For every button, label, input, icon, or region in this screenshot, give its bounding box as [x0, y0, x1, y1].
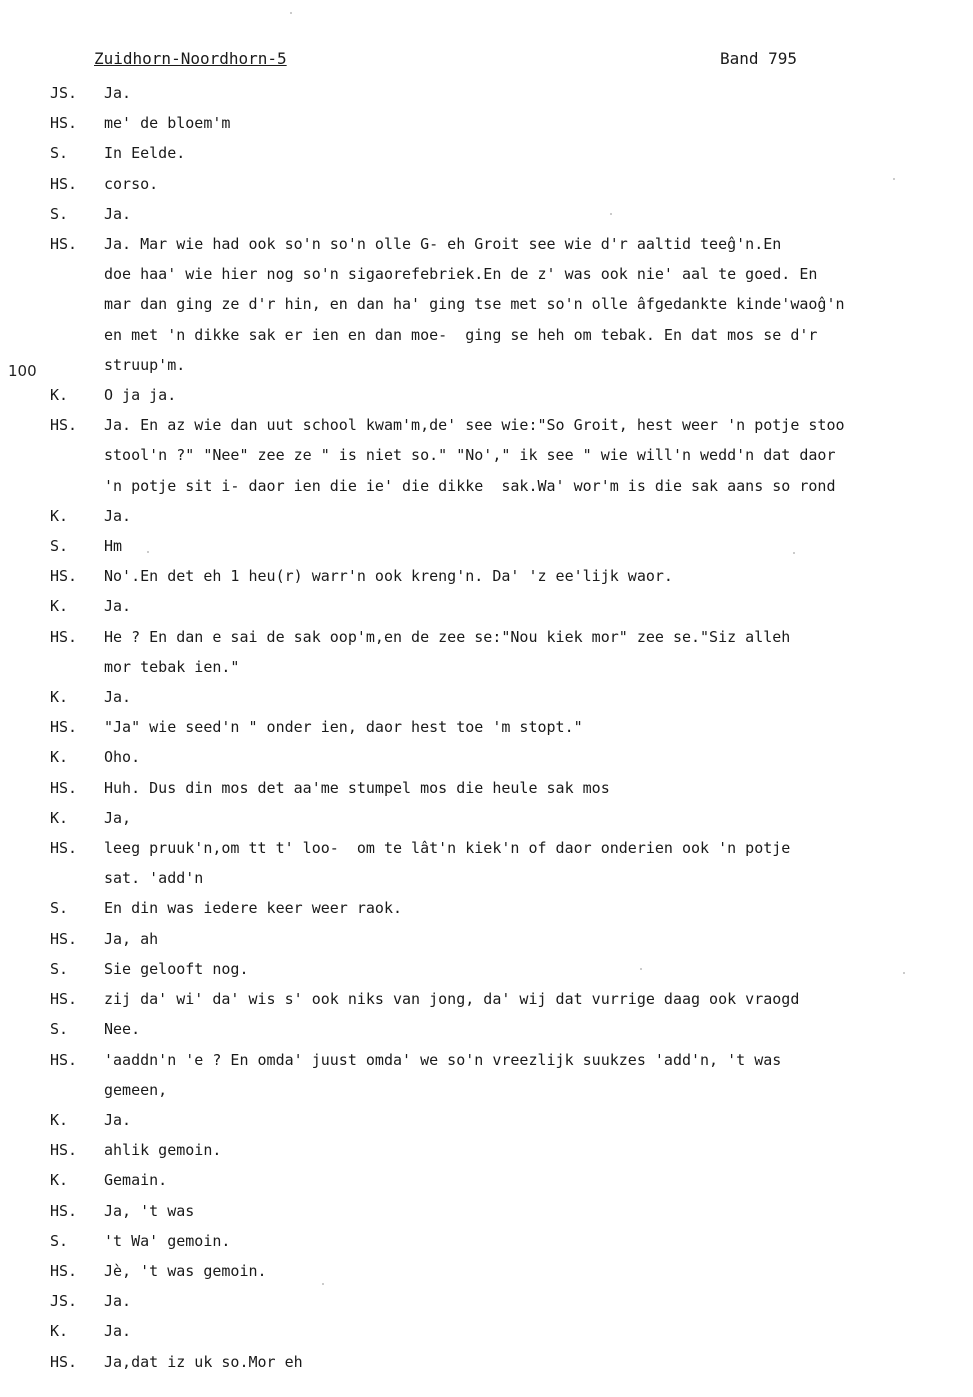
- speaker-label: K.: [50, 1110, 69, 1129]
- transcript-turn: [0, 803, 973, 833]
- utterance-line: me' de bloem'm: [104, 114, 231, 133]
- scan-speckle: [147, 551, 149, 553]
- speaker-label: S.: [50, 1231, 69, 1250]
- utterance-line: Ja.: [104, 597, 132, 616]
- speaker-label: HS.: [50, 567, 78, 586]
- speaker-label: HS.: [50, 990, 78, 1009]
- utterance-line: mor tebak ien.": [104, 657, 240, 676]
- transcript-turn: [0, 1014, 973, 1044]
- margin-line-number: 100: [8, 362, 37, 380]
- transcript-turn: [0, 712, 973, 742]
- utterance-line: Oho.: [104, 748, 141, 767]
- utterance-line: leeg pruuk'n,om tt t' loo- om te lât'n kiek'n of daor onderien ook 'n potje: [104, 839, 791, 858]
- utterance-line: Ja.: [104, 1292, 132, 1311]
- transcript-turn: [0, 1045, 973, 1105]
- utterance-line: No'.En det eh 1 heu(r) warr'n ook kreng'n. Da' 'z ee'lijk waor.: [104, 567, 673, 586]
- utterance-line: Gemain.: [104, 1171, 168, 1190]
- transcript-turn: [0, 78, 973, 108]
- speaker-label: HS.: [50, 235, 78, 254]
- transcript-turn: [0, 1316, 973, 1346]
- transcript-turn: [0, 380, 973, 410]
- utterance-line: mar dan ging ze d'r hin, en dan ha' ging tse met so'n olle âfgedankte kinde'waoĝ'n: [104, 295, 845, 314]
- speaker-label: HS.: [50, 1261, 78, 1280]
- speaker-label: HS.: [50, 416, 78, 435]
- utterance-line: Ja,dat iz uk so.Mor eh: [104, 1352, 303, 1371]
- transcript-turn: [0, 108, 973, 138]
- speaker-label: K.: [50, 1322, 69, 1341]
- transcript-turn: [0, 1105, 973, 1135]
- document-title: Zuidhorn-Noordhorn-5: [94, 49, 287, 68]
- transcript-turn: [0, 591, 973, 621]
- utterance-line: sat. 'add'n: [104, 869, 204, 888]
- transcript-turn: [0, 833, 973, 893]
- scan-speckle: [793, 552, 795, 554]
- transcript-turn: [0, 984, 973, 1014]
- speaker-label: S.: [50, 1020, 69, 1039]
- utterance-line: gemeen,: [104, 1080, 168, 1099]
- speaker-label: HS.: [50, 929, 78, 948]
- utterance-line: Huh. Dus din mos det aa'me stumpel mos die heule sak mos: [104, 778, 610, 797]
- speaker-label: S.: [50, 204, 69, 223]
- utterance-line: doe haa' wie hier nog so'n sigaorefebriek.En de z' was ook nie' aal te goed. En: [104, 265, 818, 284]
- speaker-label: S.: [50, 144, 69, 163]
- speaker-label: HS.: [50, 839, 78, 858]
- transcript-turn: [0, 773, 973, 803]
- transcript-turn: [0, 742, 973, 772]
- utterance-line: Ja, ah: [104, 929, 159, 948]
- transcript-turn: [0, 893, 973, 923]
- speaker-label: K.: [50, 386, 69, 405]
- speaker-label: K.: [50, 506, 69, 525]
- speaker-label: HS.: [50, 778, 78, 797]
- transcript-body: [0, 78, 973, 1377]
- transcript-turn: [0, 561, 973, 591]
- utterance-line: Ja.: [104, 1110, 132, 1129]
- transcript-turn: [0, 410, 973, 501]
- utterance-line: 'aaddn'n 'e ? En omda' juust omda' we so'n vreezlijk suukzes 'add'n, 't was: [104, 1050, 782, 1069]
- utterance-line: "Ja" wie seed'n " onder ien, daor hest toe 'm stopt.": [104, 718, 583, 737]
- transcript-turn: [0, 682, 973, 712]
- speaker-label: S.: [50, 899, 69, 918]
- speaker-label: HS.: [50, 1050, 78, 1069]
- transcript-turn: [0, 1135, 973, 1165]
- utterance-line: In Eelde.: [104, 144, 186, 163]
- transcript-turn: [0, 1226, 973, 1256]
- utterance-line: He ? En dan e sai de sak oop'm,en de zee se:"Nou kiek mor" zee se."Siz alleh: [104, 627, 791, 646]
- utterance-line: Ja. Mar wie had ook so'n so'n olle G- eh Groit see wie d'r aaltid teeĝ'n.En: [104, 235, 782, 254]
- speaker-label: HS.: [50, 1352, 78, 1371]
- transcript-turn: [0, 1286, 973, 1316]
- transcript-turn: [0, 954, 973, 984]
- speaker-label: HS.: [50, 627, 78, 646]
- utterance-line: zij da' wi' da' wis s' ook niks van jong, da' wij dat vurrige daag ook vraogd: [104, 990, 800, 1009]
- utterance-line: corso.: [104, 174, 159, 193]
- utterance-line: 'n potje sit i- daor ien die ie' die dikke sak.Wa' wor'm is die sak aans so rond: [104, 476, 836, 495]
- speaker-label: S.: [50, 537, 69, 556]
- utterance-line: Ja,: [104, 808, 132, 827]
- transcript-turn: [0, 169, 973, 199]
- utterance-line: ahlik gemoin.: [104, 1141, 222, 1160]
- utterance-line: Nee.: [104, 1020, 141, 1039]
- utterance-line: Ja.: [104, 506, 132, 525]
- scan-speckle: [610, 213, 612, 215]
- utterance-line: Jè, 't was gemoin.: [104, 1261, 267, 1280]
- speaker-label: K.: [50, 748, 69, 767]
- utterance-line: en met 'n dikke sak er ien en dan moe- ging se heh om tebak. En dat mos se d'r: [104, 325, 818, 344]
- utterance-line: En din was iedere keer weer raok.: [104, 899, 403, 918]
- speaker-label: K.: [50, 808, 69, 827]
- speaker-label: K.: [50, 1171, 69, 1190]
- scan-speckle: [640, 968, 642, 970]
- utterance-line: Ja.: [104, 688, 132, 707]
- speaker-label: HS.: [50, 718, 78, 737]
- speaker-label: HS.: [50, 1201, 78, 1220]
- transcript-turn: [0, 1256, 973, 1286]
- utterance-line: Ja.: [104, 84, 132, 102]
- utterance-line: Ja.: [104, 1322, 132, 1341]
- utterance-line: Ja. En az wie dan uut school kwam'm,de' see wie:"So Groit, hest weer 'n potje stoo: [104, 416, 845, 435]
- transcript-turn: [0, 1165, 973, 1195]
- utterance-line: Ja.: [104, 204, 132, 223]
- transcript-turn: [0, 531, 973, 561]
- transcript-turn: [0, 1347, 973, 1377]
- scan-speckle: [322, 1283, 324, 1285]
- speaker-label: JS.: [50, 1292, 78, 1311]
- speaker-label: HS.: [50, 1141, 78, 1160]
- utterance-line: Hm: [104, 537, 123, 556]
- utterance-line: stool'n ?" "Nee" zee ze " is niet so." "No'," ik see " wie will'n wedd'n dat daor: [104, 446, 836, 465]
- transcript-turn: [0, 501, 973, 531]
- transcript-turn: [0, 622, 973, 682]
- transcript-turn: [0, 229, 973, 380]
- transcript-turn: [0, 138, 973, 168]
- speaker-label: K.: [50, 688, 69, 707]
- transcript-turn: [0, 1196, 973, 1226]
- speaker-label: HS.: [50, 174, 78, 193]
- speaker-label: S.: [50, 959, 69, 978]
- scan-speckle: [290, 12, 292, 14]
- speaker-label: HS.: [50, 114, 78, 133]
- utterance-line: 't Wa' gemoin.: [104, 1231, 231, 1250]
- speaker-label: JS.: [50, 84, 78, 102]
- utterance-line: struup'm.: [104, 355, 186, 374]
- speaker-label: K.: [50, 597, 69, 616]
- utterance-line: Sie gelooft nog.: [104, 959, 249, 978]
- band-number: Band 795: [720, 49, 798, 68]
- scan-speckle: [893, 178, 895, 180]
- scan-speckle: [903, 972, 905, 974]
- transcript-turn: [0, 924, 973, 954]
- transcript-turn: [0, 199, 973, 229]
- utterance-line: O ja ja.: [104, 386, 177, 405]
- utterance-line: Ja, 't was: [104, 1201, 195, 1220]
